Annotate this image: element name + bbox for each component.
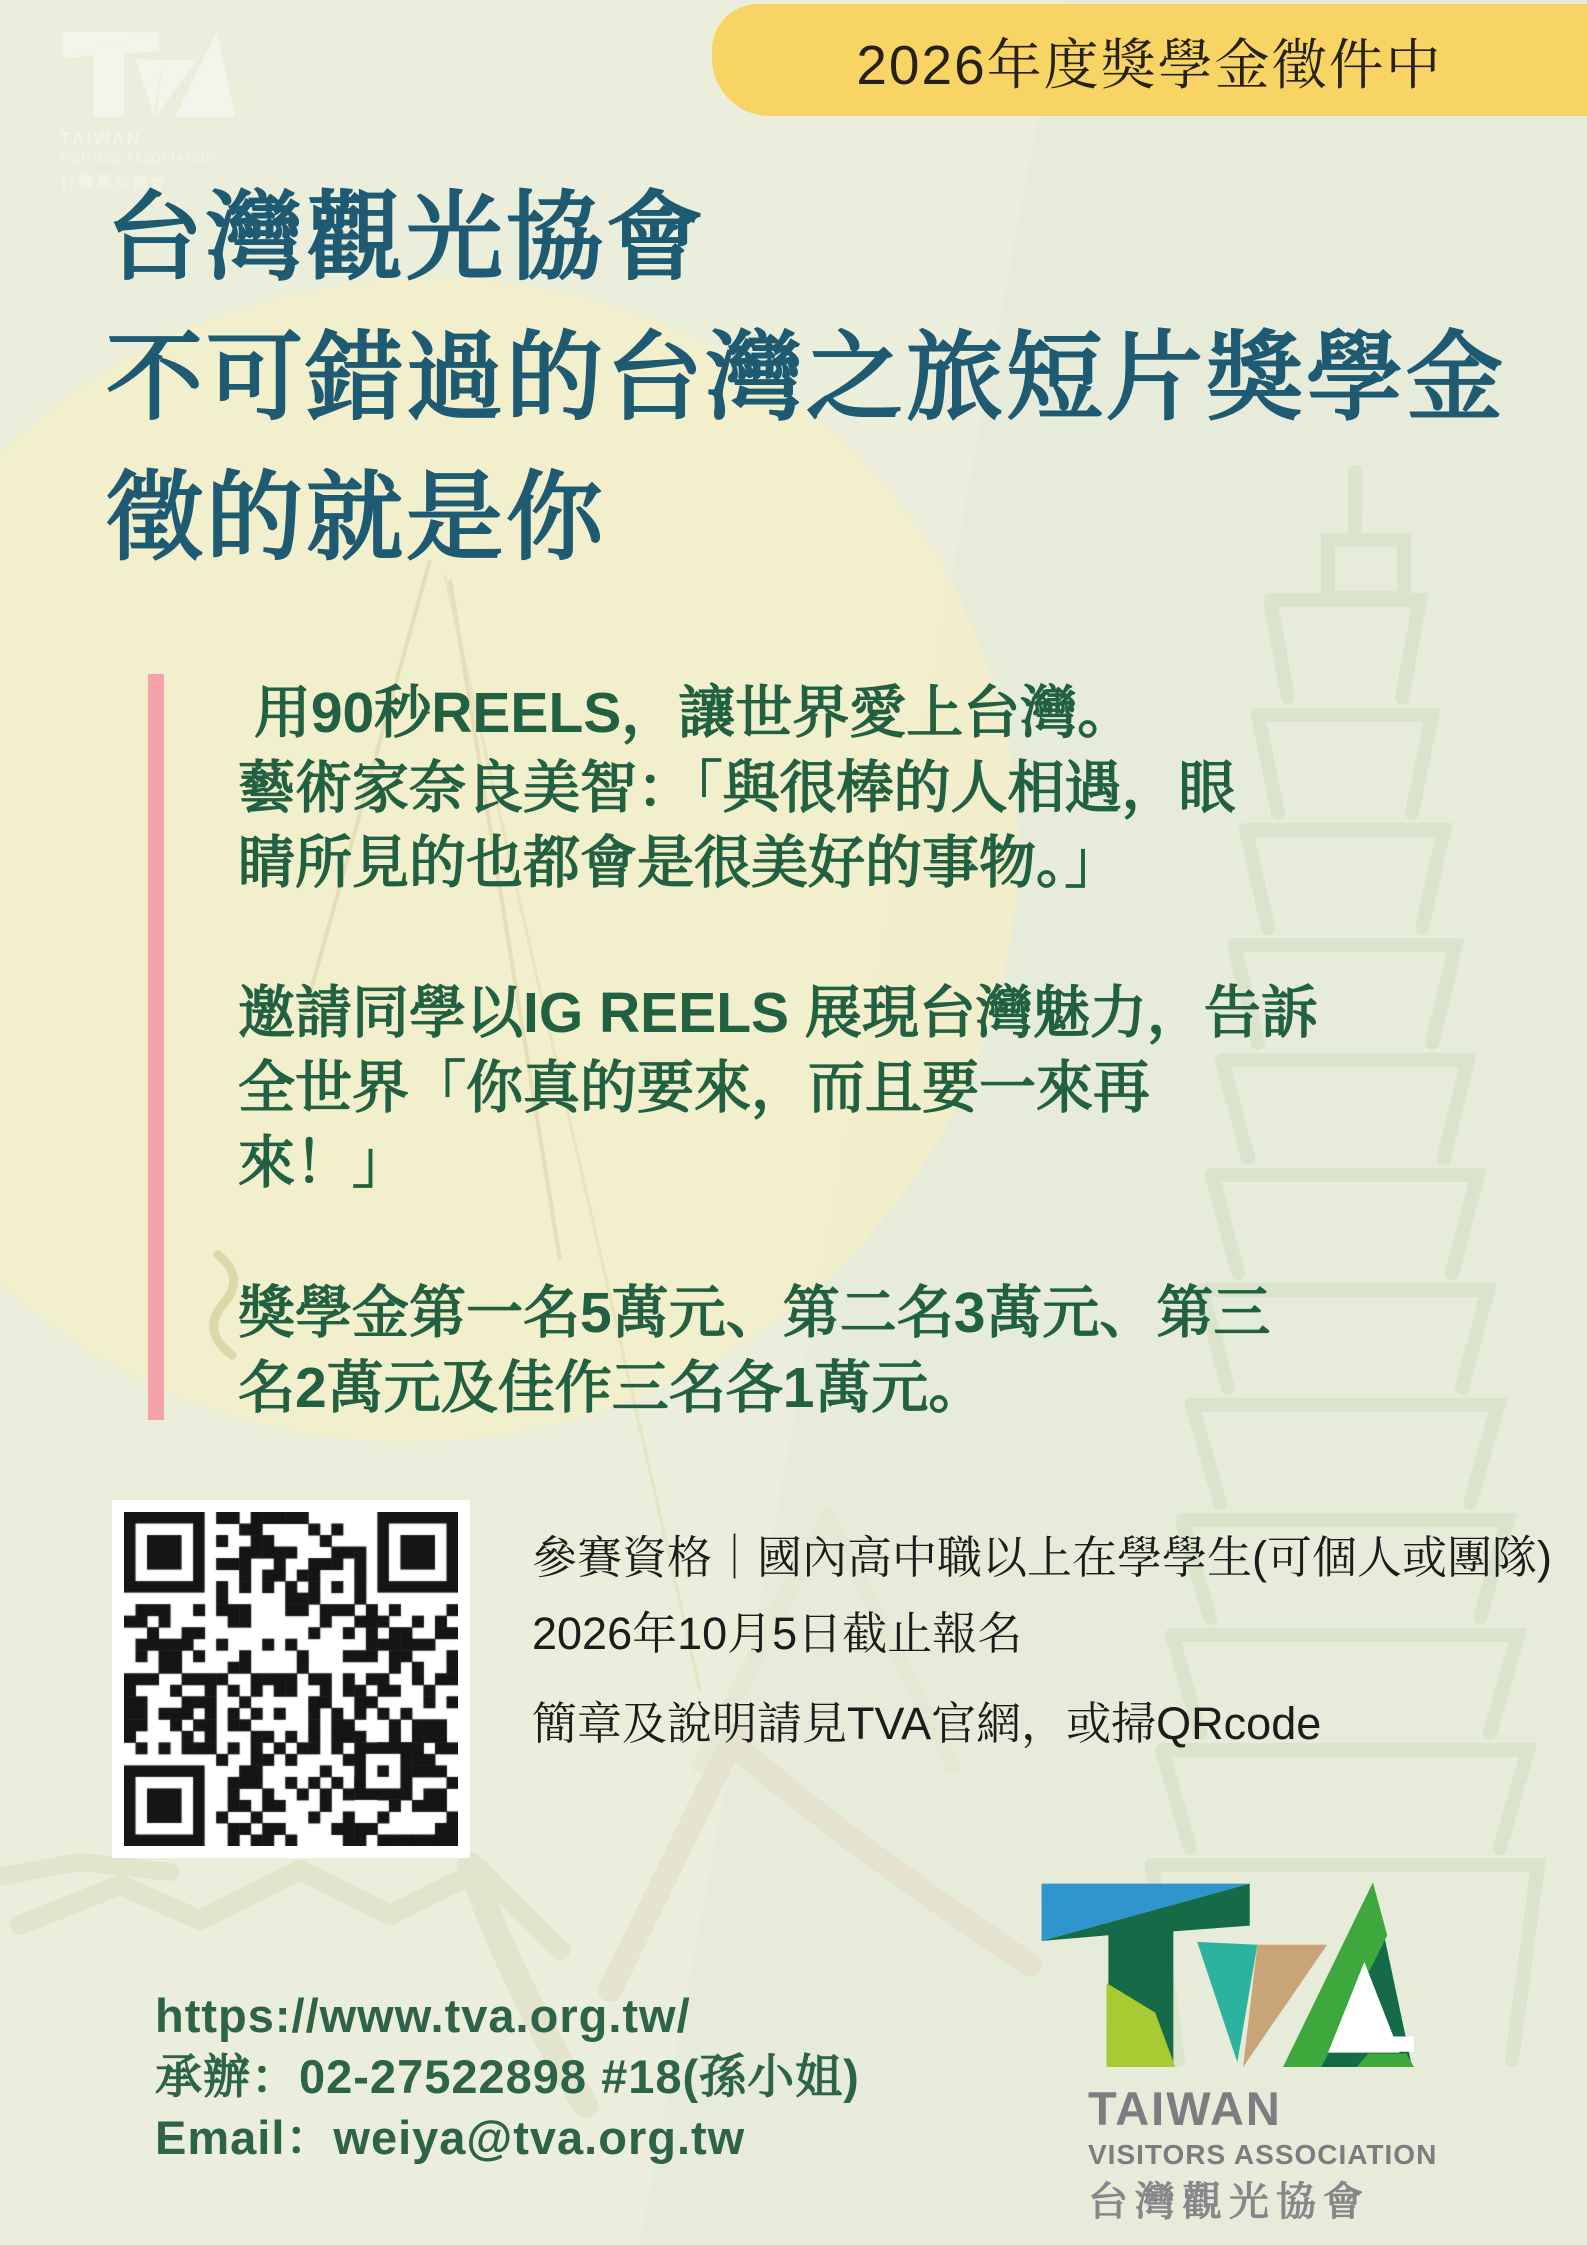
- poster-title: [106, 168, 1506, 588]
- intro-line-3: 睛所見的也都會是很美好的事物。」: [238, 831, 1122, 895]
- eligibility-info: [532, 1520, 1552, 1762]
- tva-logo-watermark: [58, 28, 236, 117]
- email-line: Email：weiya@tva.org.tw: [155, 2111, 746, 2164]
- deadline-line: 2026年10月5日截止報名: [532, 1608, 1023, 1659]
- prize-line-2: 名2萬元及佳作三名各1萬元。: [238, 1356, 986, 1420]
- info-spacer: [532, 1672, 1552, 1686]
- eligibility-line: 參賽資格｜國內高中職以上在學學生(可個人或團隊): [532, 1532, 1552, 1583]
- year-banner: [712, 4, 1587, 116]
- accent-bar: [148, 674, 164, 1420]
- qr-code-pattern: [124, 1512, 458, 1846]
- website-url: https://www.tva.org.tw/: [155, 1989, 691, 2042]
- watermark-chinese-label: 台灣觀光協會: [60, 173, 169, 191]
- year-banner-text: 2026年度獎學金徵件中: [856, 33, 1443, 96]
- qr-code: [112, 1500, 470, 1858]
- invitation-paragraph: [238, 976, 1398, 1201]
- contact-block: [155, 1985, 860, 2168]
- intro-paragraph: [238, 676, 1398, 901]
- prize-line-1: 獎學金第一名5萬元、第二名3萬元、第三: [238, 1281, 1271, 1345]
- phone-line: 承辦：02-27522898 #18(孫小姐): [155, 2050, 860, 2103]
- guideline-line: 簡章及說明請見TVA官網，或掃QRcode: [532, 1698, 1322, 1749]
- title-line-2: 不可錯過的台灣之旅短片獎學金: [106, 323, 1506, 432]
- tva-logo-text: [1088, 2082, 1438, 2224]
- invitation-line-1: 邀請同學以IG REELS 展現台灣魅力，告訴: [238, 981, 1318, 1045]
- logo-chinese-label: 台灣觀光協會: [1088, 2180, 1370, 2224]
- title-line-1: 台灣觀光協會: [106, 183, 706, 292]
- logo-association-label: VISITORS ASSOCIATION: [1088, 2139, 1438, 2170]
- intro-line-2: 藝術家奈良美智：「與很棒的人相遇，眼: [238, 756, 1236, 820]
- watermark-taiwan-label: TAIWAN: [60, 129, 142, 149]
- intro-line-1: 用90秒REELS，讓世界愛上台灣。: [238, 681, 1135, 745]
- tva-logo: [1032, 1876, 1414, 2067]
- watermark-association-label: VISITORS ASSOCIATION: [60, 153, 216, 165]
- title-line-3: 徵的就是你: [106, 463, 606, 572]
- logo-taiwan-label: TAIWAN: [1088, 2082, 1282, 2135]
- invitation-line-2: 全世界「你真的要來，而且要一來再: [238, 1056, 1150, 1120]
- prize-paragraph: [238, 1276, 1398, 1426]
- invitation-line-3: 來！」: [238, 1131, 409, 1195]
- body-text: [238, 676, 1398, 1426]
